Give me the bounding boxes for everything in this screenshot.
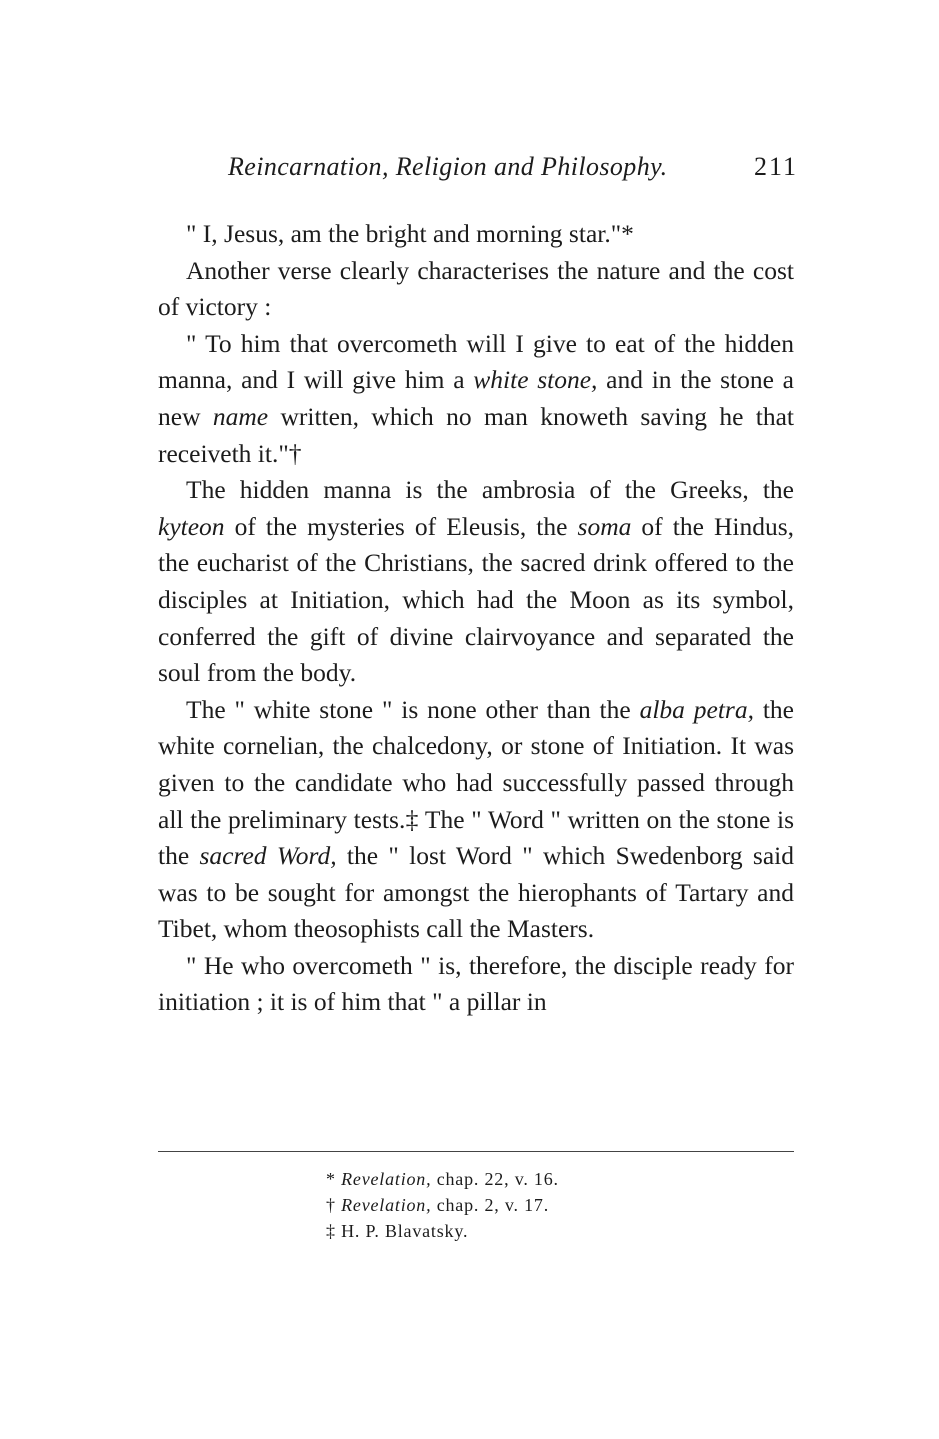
- paragraph-text: of the mysteries of Eleusis, the: [224, 511, 578, 541]
- paragraph-quote-morning-star: [158, 216, 794, 253]
- paragraph-text: of the Hindus, the eucharist of the Christians, the sacred drink offered to the disciples at Initiation, which had the Moon as its symbol, conferred the gift of divine clairvoyance and separated the soul from the body.: [158, 511, 794, 688]
- paragraph-text: The hidden manna is the ambrosia of the Greeks, the: [186, 475, 794, 505]
- paragraph-he-who-overcometh: [158, 948, 794, 1021]
- footnote-reference: chap. 22, v. 16.: [436, 1169, 559, 1189]
- footnote-reference: H. P. Blavatsky.: [341, 1221, 469, 1241]
- italic-phrase: soma: [577, 511, 632, 541]
- footnote-1: [326, 1166, 746, 1192]
- footnote-mark: *: [326, 1169, 336, 1189]
- footnote-reference: chap. 2, v. 17.: [436, 1195, 550, 1215]
- footnote-source: Revelation,: [341, 1169, 432, 1189]
- footnote-divider: [158, 1151, 794, 1152]
- italic-phrase: alba petra,: [639, 694, 754, 724]
- running-head: [228, 152, 798, 192]
- paragraph-text: written, which no man knoweth saving he that receiveth it."†: [158, 401, 795, 468]
- paragraph-hidden-manna: [158, 472, 794, 692]
- italic-phrase: name: [212, 401, 269, 431]
- paragraph-text: the " lost Word " which Swedenborg said was to be sought for amongst the hierophants of Tartary and Tibet, whom theosophists call the Masters.: [158, 841, 795, 944]
- paragraph-another-verse: [158, 253, 794, 326]
- footnotes: [326, 1166, 746, 1244]
- italic-phrase: kyteon: [158, 511, 225, 541]
- body-text: [158, 216, 794, 1021]
- paragraph-quote-overcometh: [158, 326, 794, 472]
- page-number: 211: [753, 152, 798, 181]
- paragraph-text: The " white stone " is none other than the: [186, 694, 640, 724]
- running-title: Reincarnation, Religion and Philosophy.: [228, 152, 668, 181]
- paragraph-text: Another verse clearly characterises the nature and the cost of victory :: [158, 255, 794, 322]
- paragraph-text: " To him that overcometh will I give to eat of the hidden manna, and I will give him a: [158, 328, 794, 395]
- italic-phrase: sacred Word,: [199, 841, 337, 871]
- footnote-mark: ‡: [326, 1221, 336, 1241]
- footnote-source: Revelation,: [341, 1195, 432, 1215]
- footnote-3: [326, 1218, 746, 1244]
- italic-phrase: white stone,: [473, 365, 598, 395]
- paragraph-white-stone: [158, 692, 794, 948]
- footnote-2: [326, 1192, 746, 1218]
- paragraph-text: and in the stone a new: [158, 365, 794, 431]
- footnote-mark: †: [326, 1195, 336, 1215]
- paragraph-text: " I, Jesus, am the bright and morning star."*: [186, 219, 634, 248]
- paragraph-text: the white cornelian, the chalcedony, or stone of Initiation. It was given to the candidate who had successfully passed through all the preliminary tests.‡ The " Word " written on the stone is the: [158, 694, 794, 871]
- paragraph-text: " He who overcometh " is, therefore, the disciple ready for initiation ; it is of him that " a pillar in: [158, 950, 794, 1017]
